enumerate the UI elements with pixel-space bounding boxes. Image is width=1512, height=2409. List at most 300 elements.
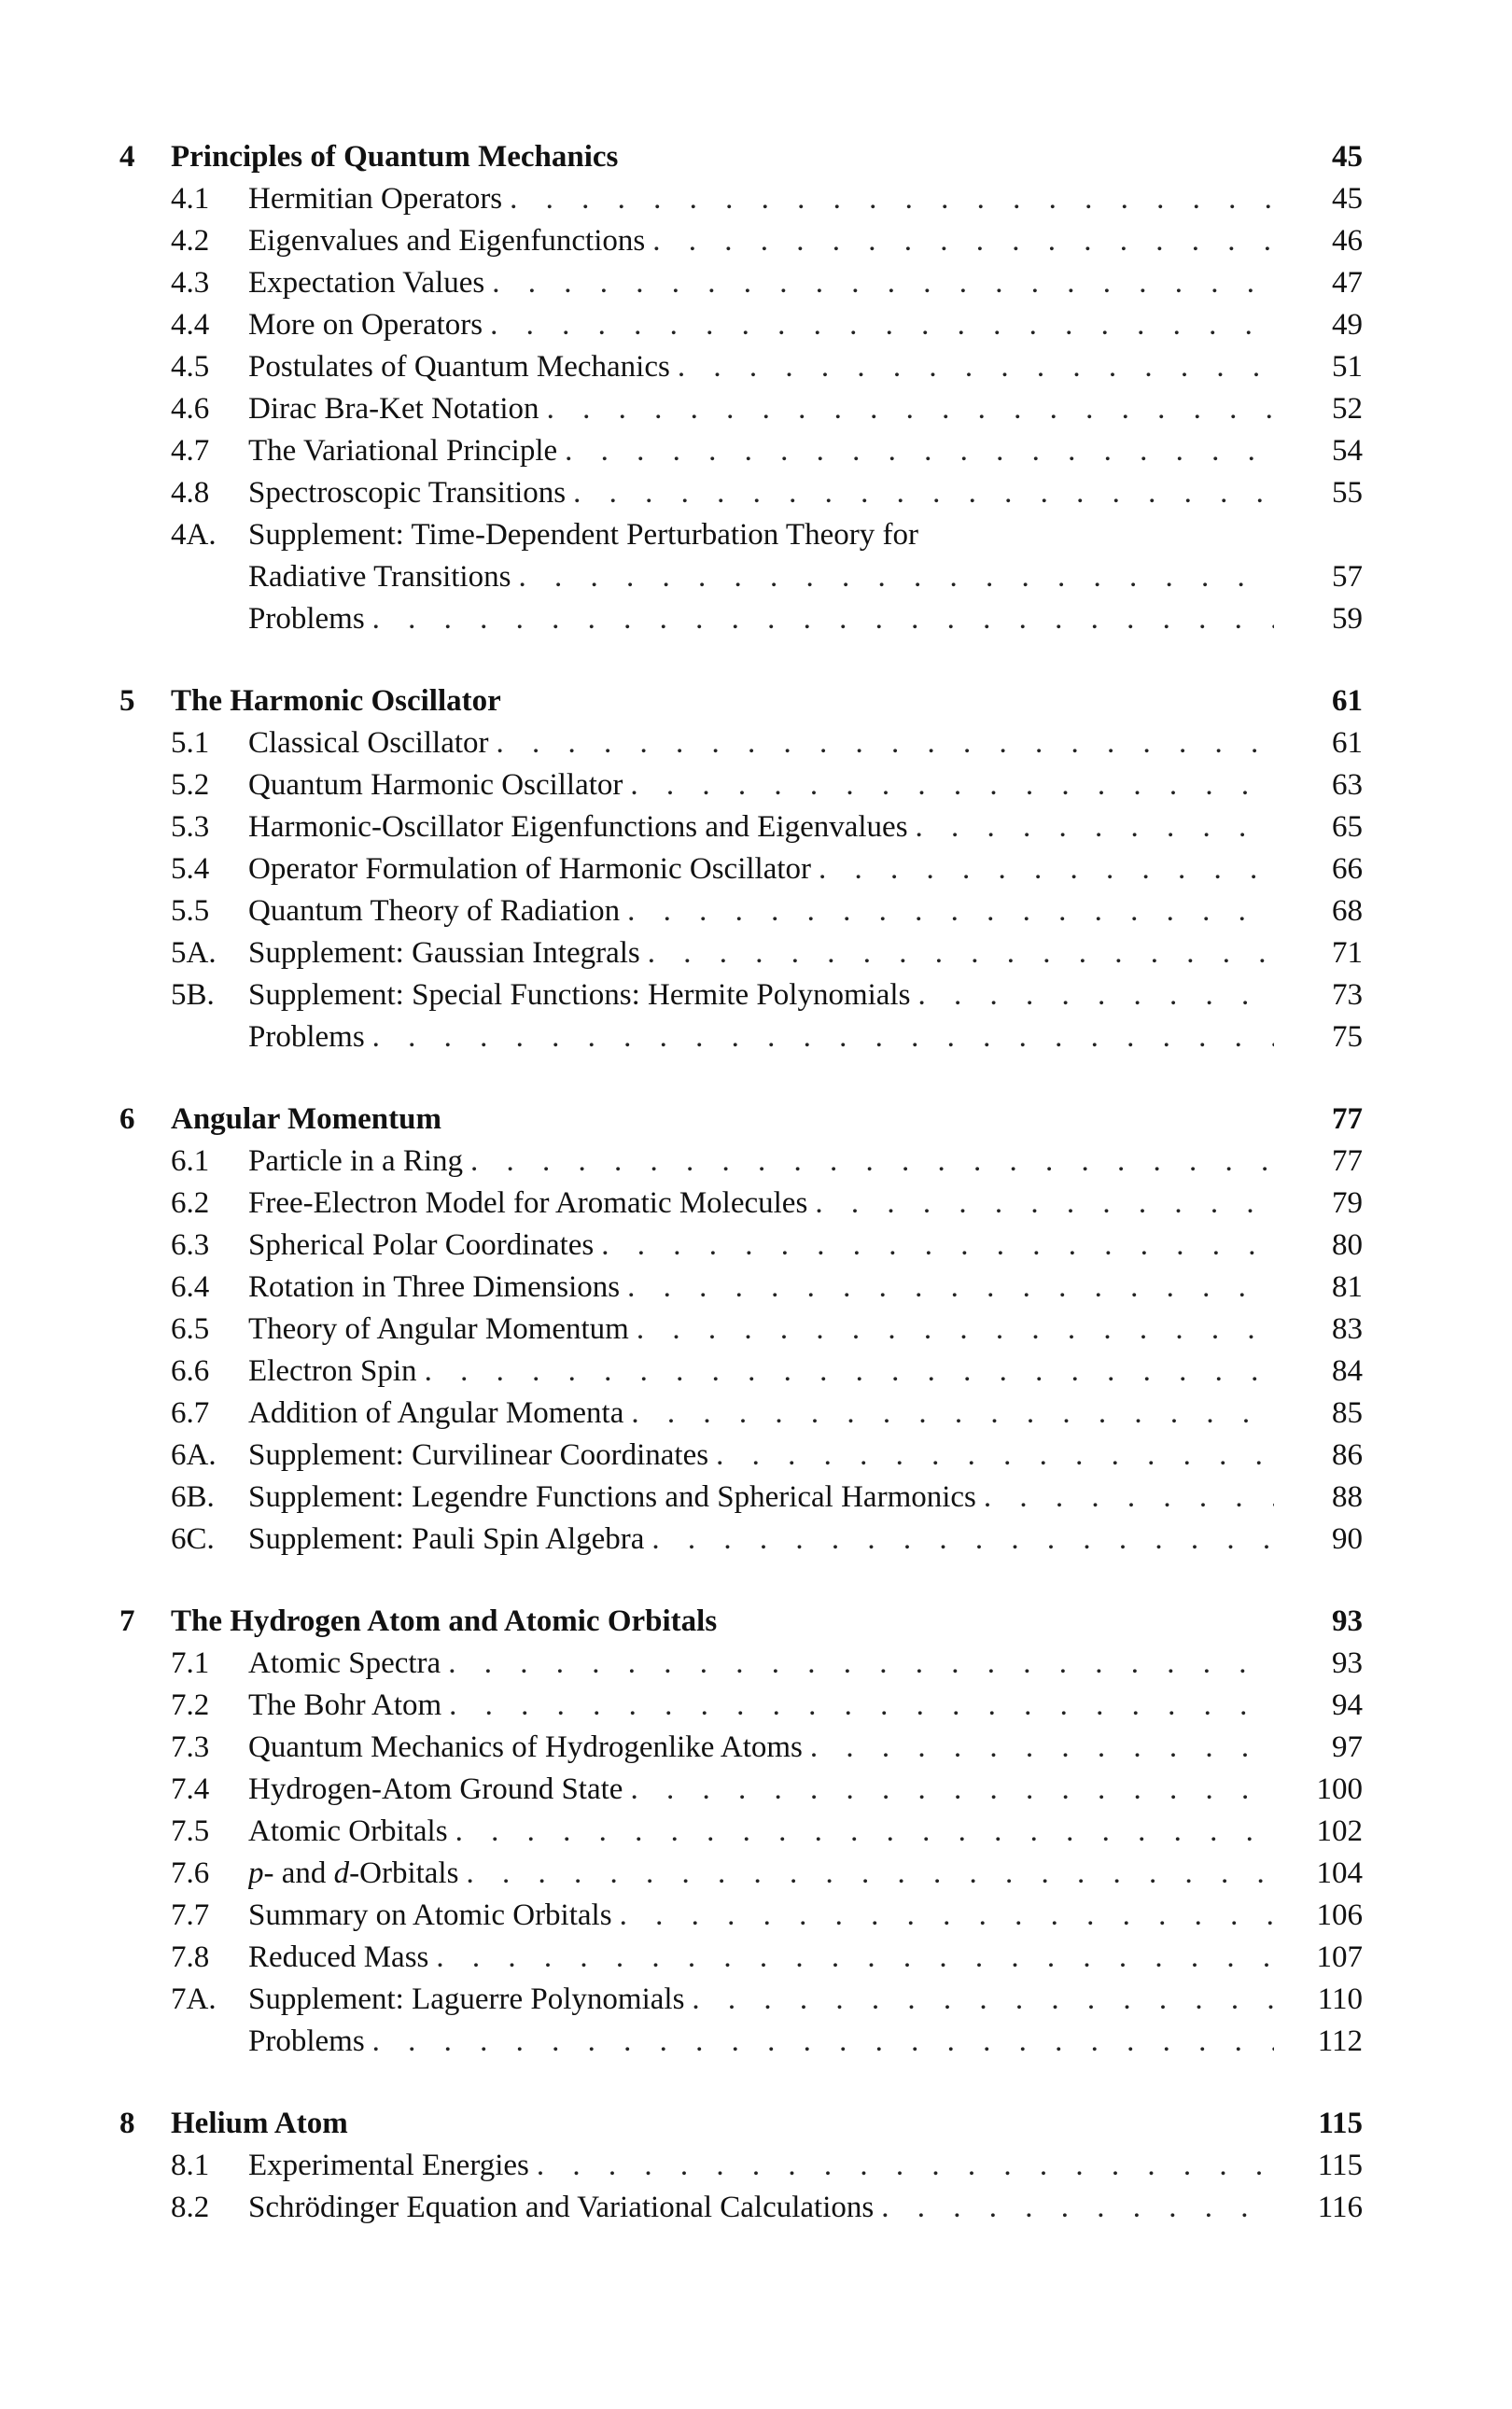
leader-line xyxy=(248,220,1274,262)
section-title: Particle in a Ring xyxy=(248,1144,464,1178)
section-title-part: d xyxy=(333,1856,350,1890)
chapter-title: Principles of Quantum Mechanics xyxy=(171,140,619,174)
chapter-number: 5 xyxy=(119,684,135,718)
section-title-block xyxy=(248,1477,1274,1519)
section-number: 4.7 xyxy=(171,434,210,468)
dot-leader xyxy=(537,2145,1274,2187)
section-number: 6.5 xyxy=(171,1312,210,1346)
section-title: Problems xyxy=(248,1020,365,1054)
dot-leader xyxy=(425,1351,1274,1393)
toc-entry[interactable] xyxy=(119,1435,1363,1477)
leader-line xyxy=(248,1643,1274,1685)
dot-leader xyxy=(630,1769,1274,1811)
section-number: 4.6 xyxy=(171,392,210,426)
leader-line xyxy=(248,1979,1274,2021)
chapter-number: 7 xyxy=(119,1604,135,1638)
chapter-heading xyxy=(119,136,1363,178)
section-page-number: 49 xyxy=(1332,308,1363,342)
section-page-number: 61 xyxy=(1332,726,1363,760)
section-number: 6.4 xyxy=(171,1270,210,1304)
section-title: The Bohr Atom xyxy=(248,1688,442,1722)
section-page-number: 83 xyxy=(1332,1312,1363,1346)
section-page-number: 107 xyxy=(1316,1940,1363,1974)
section-page-number: 45 xyxy=(1332,182,1363,216)
toc-entry[interactable] xyxy=(119,722,1363,764)
section-title-block xyxy=(248,2021,1274,2063)
leader-line xyxy=(248,1853,1274,1895)
section-number: 7.8 xyxy=(171,1940,210,1974)
section-number: 6B. xyxy=(171,1480,215,1514)
dot-leader xyxy=(651,1519,1274,1561)
section-title-block xyxy=(248,1183,1274,1225)
toc-entry[interactable] xyxy=(119,764,1363,806)
dot-leader xyxy=(984,1477,1274,1519)
section-page-number: 90 xyxy=(1332,1522,1363,1556)
section-page-number: 94 xyxy=(1332,1688,1363,1722)
chapter-number: 4 xyxy=(119,140,135,174)
dot-leader xyxy=(627,1267,1274,1309)
toc-entry[interactable] xyxy=(119,514,1363,598)
section-title: The Variational Principle xyxy=(248,434,558,468)
section-page-number: 106 xyxy=(1316,1898,1363,1932)
section-number: 5B. xyxy=(171,978,215,1012)
section-page-number: 104 xyxy=(1316,1856,1363,1890)
section-number: 6.2 xyxy=(171,1186,210,1220)
chapter-title: Helium Atom xyxy=(171,2107,348,2140)
chapter-page-number: 61 xyxy=(1332,684,1363,718)
section-number: 4.1 xyxy=(171,182,210,216)
dot-leader xyxy=(815,1183,1274,1225)
section-title-block xyxy=(248,1811,1274,1853)
section-title-block xyxy=(248,1937,1274,1979)
toc-entry[interactable] xyxy=(119,1937,1363,1979)
section-title-block xyxy=(248,1519,1274,1561)
section-title: Rotation in Three Dimensions xyxy=(248,1270,621,1304)
leader-line xyxy=(248,722,1274,764)
toc-entry[interactable] xyxy=(119,1225,1363,1267)
section-title: Eigenvalues and Eigenfunctions xyxy=(248,224,646,258)
chapter-title: The Harmonic Oscillator xyxy=(171,684,501,718)
section-title-block xyxy=(248,472,1274,514)
toc-entry[interactable] xyxy=(119,472,1363,514)
section-number: 6A. xyxy=(171,1438,217,1472)
chapter-heading xyxy=(119,1099,1363,1141)
section-title: Schrödinger Equation and Variational Calculations xyxy=(248,2191,875,2224)
section-page-number: 102 xyxy=(1316,1814,1363,1848)
chapter-section xyxy=(119,1601,1363,2063)
chapter-title: The Hydrogen Atom and Atomic Orbitals xyxy=(171,1604,718,1638)
section-title-block xyxy=(248,388,1274,430)
section-title: Addition of Angular Momenta xyxy=(248,1396,624,1430)
section-title: Free-Electron Model for Aromatic Molecules xyxy=(248,1186,808,1220)
leader-line xyxy=(248,472,1274,514)
section-title: Problems xyxy=(248,2024,365,2058)
dot-leader xyxy=(510,178,1274,220)
section-title-block xyxy=(248,220,1274,262)
dot-leader xyxy=(518,556,1274,598)
section-page-number: 66 xyxy=(1332,852,1363,886)
section-title-block xyxy=(248,346,1274,388)
section-title: Spectroscopic Transitions xyxy=(248,476,567,510)
chapter-number: 8 xyxy=(119,2107,135,2140)
dot-leader xyxy=(547,388,1274,430)
section-title-block xyxy=(248,598,1274,640)
section-title-block xyxy=(248,932,1274,974)
section-page-number: 73 xyxy=(1332,978,1363,1012)
section-page-number: 68 xyxy=(1332,894,1363,928)
section-number: 6.3 xyxy=(171,1228,210,1262)
dot-leader xyxy=(620,1895,1274,1937)
section-number: 6.1 xyxy=(171,1144,210,1178)
leader-line xyxy=(248,1685,1274,1727)
toc-entry[interactable] xyxy=(119,974,1363,1016)
chapter-section xyxy=(119,136,1363,640)
section-title: Supplement: Gaussian Integrals xyxy=(248,936,640,970)
section-title-part: - and xyxy=(263,1856,334,1890)
toc-entry[interactable] xyxy=(119,1016,1363,1058)
dot-leader xyxy=(917,974,1274,1016)
section-title: Dirac Bra-Ket Notation xyxy=(248,392,539,426)
section-title: Spherical Polar Coordinates xyxy=(248,1228,595,1262)
section-title: Theory of Angular Momentum xyxy=(248,1312,629,1346)
dot-leader xyxy=(692,1979,1274,2021)
toc-entry[interactable] xyxy=(119,1477,1363,1519)
leader-line xyxy=(248,1895,1274,1937)
chapter-section xyxy=(119,2103,1363,2229)
leader-line xyxy=(248,430,1274,472)
chapter-page-number: 45 xyxy=(1332,140,1363,174)
toc-entry[interactable] xyxy=(119,1727,1363,1769)
dot-leader xyxy=(716,1435,1274,1477)
leader-line xyxy=(248,1727,1274,1769)
section-title-block xyxy=(248,1685,1274,1727)
toc-entry[interactable] xyxy=(119,2145,1363,2187)
section-page-number: 97 xyxy=(1332,1730,1363,1764)
toc-entry[interactable] xyxy=(119,1267,1363,1309)
toc-entry[interactable] xyxy=(119,1643,1363,1685)
leader-line xyxy=(248,1393,1274,1435)
toc-entry[interactable] xyxy=(119,1685,1363,1727)
section-number: 5.2 xyxy=(171,768,210,802)
toc-entry[interactable] xyxy=(119,346,1363,388)
section-page-number: 81 xyxy=(1332,1270,1363,1304)
dot-leader xyxy=(652,220,1274,262)
section-title-block xyxy=(248,722,1274,764)
dot-leader xyxy=(601,1225,1274,1267)
section-number: 5A. xyxy=(171,936,217,970)
toc-entry[interactable] xyxy=(119,1811,1363,1853)
section-number: 5.4 xyxy=(171,852,210,886)
toc-entry[interactable] xyxy=(119,178,1363,220)
toc-entry[interactable] xyxy=(119,1351,1363,1393)
section-title-block xyxy=(248,1727,1274,1769)
section-title-block xyxy=(248,1853,1274,1895)
leader-line xyxy=(248,1225,1274,1267)
chapter-page-number: 115 xyxy=(1318,2107,1363,2140)
chapter-page-number: 77 xyxy=(1332,1102,1363,1136)
leader-line xyxy=(248,974,1274,1016)
section-page-number: 77 xyxy=(1332,1144,1363,1178)
leader-line xyxy=(248,2021,1274,2063)
section-number: 6.7 xyxy=(171,1396,210,1430)
section-title-block xyxy=(248,262,1274,304)
section-title: Hermitian Operators xyxy=(248,182,503,216)
table-of-contents xyxy=(119,136,1363,2269)
leader-line xyxy=(248,346,1274,388)
leader-line xyxy=(248,1519,1274,1561)
section-title-block xyxy=(248,1351,1274,1393)
section-title: Quantum Harmonic Oscillator xyxy=(248,768,623,802)
section-page-number: 79 xyxy=(1332,1186,1363,1220)
section-title: Reduced Mass xyxy=(248,1940,429,1974)
section-title: Hydrogen-Atom Ground State xyxy=(248,1772,623,1806)
dot-leader xyxy=(448,1643,1274,1685)
section-number: 4.2 xyxy=(171,224,210,258)
dot-leader xyxy=(470,1141,1274,1183)
leader-line xyxy=(248,2187,1274,2229)
section-page-number: 47 xyxy=(1332,266,1363,300)
dot-leader xyxy=(627,890,1274,932)
section-title: Quantum Mechanics of Hydrogenlike Atoms xyxy=(248,1730,803,1764)
dot-leader xyxy=(573,472,1274,514)
toc-entry[interactable] xyxy=(119,1141,1363,1183)
dot-leader xyxy=(916,806,1274,848)
toc-entry[interactable] xyxy=(119,1183,1363,1225)
section-title-block xyxy=(248,1309,1274,1351)
leader-line xyxy=(248,598,1274,640)
section-number: 7.7 xyxy=(171,1898,210,1932)
section-number: 7.4 xyxy=(171,1772,210,1806)
dot-leader xyxy=(565,430,1274,472)
toc-entry[interactable] xyxy=(119,262,1363,304)
section-title: Supplement: Laguerre Polynomials xyxy=(248,1982,685,2016)
section-page-number: 63 xyxy=(1332,768,1363,802)
section-number: 8.2 xyxy=(171,2191,210,2224)
section-page-number: 51 xyxy=(1332,350,1363,384)
section-title: Supplement: Time-Dependent Perturbation Theory for xyxy=(248,518,918,552)
leader-line xyxy=(248,1351,1274,1393)
section-title-block xyxy=(248,1435,1274,1477)
section-title: Supplement: Curvilinear Coordinates xyxy=(248,1438,709,1472)
chapter-heading xyxy=(119,2103,1363,2145)
toc-entry[interactable] xyxy=(119,430,1363,472)
section-number: 5.1 xyxy=(171,726,210,760)
toc-entry[interactable] xyxy=(119,848,1363,890)
toc-entry[interactable] xyxy=(119,890,1363,932)
leader-line xyxy=(248,848,1274,890)
toc-entry[interactable] xyxy=(119,806,1363,848)
leader-line xyxy=(248,1937,1274,1979)
leader-line xyxy=(248,1769,1274,1811)
section-page-number: 115 xyxy=(1317,2149,1363,2182)
section-page-number: 54 xyxy=(1332,434,1363,468)
section-title-block xyxy=(248,890,1274,932)
leader-line xyxy=(248,1435,1274,1477)
section-page-number: 85 xyxy=(1332,1396,1363,1430)
section-page-number: 55 xyxy=(1332,476,1363,510)
section-number: 7.2 xyxy=(171,1688,210,1722)
leader-line xyxy=(248,1477,1274,1519)
leader-line xyxy=(248,1267,1274,1309)
chapter-title: Angular Momentum xyxy=(171,1102,441,1136)
dot-leader xyxy=(490,304,1274,346)
leader-line xyxy=(248,1183,1274,1225)
chapter-heading xyxy=(119,680,1363,722)
toc-entry[interactable] xyxy=(119,1853,1363,1895)
section-title: Expectation Values xyxy=(248,266,485,300)
dot-leader xyxy=(881,2187,1274,2229)
dot-leader xyxy=(648,932,1274,974)
section-page-number: 59 xyxy=(1332,602,1363,636)
chapter-section xyxy=(119,680,1363,1058)
section-title: Atomic Spectra xyxy=(248,1646,441,1680)
chapter-heading xyxy=(119,1601,1363,1643)
leader-line xyxy=(248,1016,1274,1058)
toc-entry[interactable] xyxy=(119,304,1363,346)
dot-leader xyxy=(497,722,1274,764)
toc-entry[interactable] xyxy=(119,2021,1363,2063)
section-title-block xyxy=(248,1769,1274,1811)
leader-line xyxy=(248,178,1274,220)
toc-entry[interactable] xyxy=(119,1309,1363,1351)
chapter-section xyxy=(119,1099,1363,1561)
section-page-number: 112 xyxy=(1317,2024,1363,2058)
section-page-number: 86 xyxy=(1332,1438,1363,1472)
section-title-block xyxy=(248,304,1274,346)
section-title: Classical Oscillator xyxy=(248,726,489,760)
section-title-block xyxy=(248,764,1274,806)
section-title-block xyxy=(248,974,1274,1016)
section-number: 5.5 xyxy=(171,894,210,928)
dot-leader xyxy=(678,346,1274,388)
section-title: Quantum Theory of Radiation xyxy=(248,894,621,928)
section-number: 6C. xyxy=(171,1522,215,1556)
section-page-number: 116 xyxy=(1317,2191,1363,2224)
toc-entry[interactable] xyxy=(119,932,1363,974)
section-title-block xyxy=(248,1643,1274,1685)
section-title: Supplement: Special Functions: Hermite Polynomials xyxy=(248,978,911,1012)
section-title xyxy=(248,1853,466,1895)
section-title-block xyxy=(248,178,1274,220)
toc-entry[interactable] xyxy=(119,220,1363,262)
section-number: 7.3 xyxy=(171,1730,210,1764)
section-number: 8.1 xyxy=(171,2149,210,2182)
section-title-block xyxy=(248,1016,1274,1058)
dot-leader xyxy=(372,1016,1274,1058)
dot-leader xyxy=(810,1727,1274,1769)
section-page-number: 75 xyxy=(1332,1020,1363,1054)
dot-leader xyxy=(372,598,1274,640)
leader-line xyxy=(248,890,1274,932)
leader-line xyxy=(248,2145,1274,2187)
dot-leader xyxy=(466,1853,1274,1895)
section-page-number: 88 xyxy=(1332,1480,1363,1514)
dot-leader xyxy=(637,1309,1274,1351)
toc-entry[interactable] xyxy=(119,2187,1363,2229)
section-title-block xyxy=(248,1267,1274,1309)
dot-leader xyxy=(630,764,1274,806)
section-title: Postulates of Quantum Mechanics xyxy=(248,350,670,384)
section-title: Supplement: Legendre Functions and Spherical Harmonics xyxy=(248,1480,976,1514)
leader-line xyxy=(248,1141,1274,1183)
section-number: 7.6 xyxy=(171,1856,210,1890)
section-title-part: -Orbitals xyxy=(349,1856,459,1890)
dot-leader xyxy=(372,2021,1274,2063)
leader-line xyxy=(248,764,1274,806)
section-title: Summary on Atomic Orbitals xyxy=(248,1898,612,1932)
section-number: 4.3 xyxy=(171,266,210,300)
dot-leader xyxy=(819,848,1274,890)
section-number: 7.5 xyxy=(171,1814,210,1848)
section-number: 7.1 xyxy=(171,1646,210,1680)
section-number: 5.3 xyxy=(171,810,210,844)
toc-entry[interactable] xyxy=(119,1519,1363,1561)
section-page-number: 71 xyxy=(1332,936,1363,970)
section-number: 7A. xyxy=(171,1982,217,2016)
section-title: Problems xyxy=(248,602,365,636)
section-title-block xyxy=(248,848,1274,890)
section-title-block xyxy=(248,806,1274,848)
section-title-block xyxy=(248,1225,1274,1267)
section-title: Supplement: Pauli Spin Algebra xyxy=(248,1522,645,1556)
section-page-number: 110 xyxy=(1317,1982,1363,2016)
section-page-number: 57 xyxy=(1332,560,1363,594)
section-title-block xyxy=(248,1895,1274,1937)
leader-line xyxy=(248,556,1274,598)
section-title-part: p xyxy=(248,1856,264,1890)
section-page-number: 65 xyxy=(1332,810,1363,844)
section-title: Operator Formulation of Harmonic Oscillator xyxy=(248,852,812,886)
section-title-block xyxy=(248,1141,1274,1183)
dot-leader xyxy=(436,1937,1274,1979)
leader-line xyxy=(248,806,1274,848)
section-number: 4.8 xyxy=(171,476,210,510)
section-title-block xyxy=(248,2145,1274,2187)
section-title: Harmonic-Oscillator Eigenfunctions and Eigenvalues xyxy=(248,810,908,844)
section-title: Electron Spin xyxy=(248,1354,417,1388)
section-title-block xyxy=(248,1979,1274,2021)
section-title-block xyxy=(248,2187,1274,2229)
section-number: 4.4 xyxy=(171,308,210,342)
section-page-number: 84 xyxy=(1332,1354,1363,1388)
leader-line xyxy=(248,1309,1274,1351)
section-title: More on Operators xyxy=(248,308,483,342)
section-page-number: 100 xyxy=(1316,1772,1363,1806)
leader-line xyxy=(248,304,1274,346)
section-number: 6.6 xyxy=(171,1354,210,1388)
section-title-continuation: Radiative Transitions xyxy=(248,560,511,594)
leader-line xyxy=(248,1811,1274,1853)
toc-entry[interactable] xyxy=(119,1393,1363,1435)
leader-line xyxy=(248,388,1274,430)
toc-entry[interactable] xyxy=(119,1895,1363,1937)
chapter-number: 6 xyxy=(119,1102,135,1136)
dot-leader xyxy=(631,1393,1274,1435)
toc-entry[interactable] xyxy=(119,1979,1363,2021)
section-title: Experimental Energies xyxy=(248,2149,529,2182)
chapter-page-number: 93 xyxy=(1332,1604,1363,1638)
toc-entry[interactable] xyxy=(119,598,1363,640)
section-number: 4.5 xyxy=(171,350,210,384)
section-page-number: 46 xyxy=(1332,224,1363,258)
toc-entry[interactable] xyxy=(119,388,1363,430)
toc-entry[interactable] xyxy=(119,1769,1363,1811)
dot-leader xyxy=(455,1811,1274,1853)
section-page-number: 52 xyxy=(1332,392,1363,426)
section-title-block xyxy=(248,1393,1274,1435)
dot-leader xyxy=(492,262,1274,304)
dot-leader xyxy=(449,1685,1274,1727)
